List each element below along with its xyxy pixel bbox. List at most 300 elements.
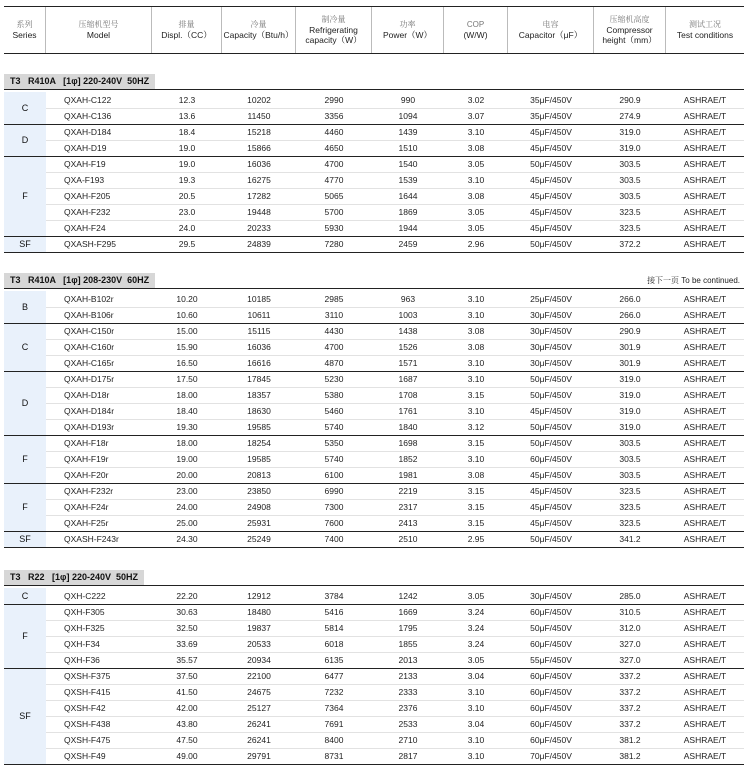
cop-cell: 3.15 xyxy=(444,435,508,451)
header-zh: 电容 xyxy=(542,20,559,29)
header-en: Series xyxy=(12,30,37,40)
power-cell: 1795 xyxy=(372,620,444,636)
capacity-cell: 10611 xyxy=(222,307,296,323)
height-cell: 290.9 xyxy=(594,323,666,339)
height-cell: 303.5 xyxy=(594,435,666,451)
height-cell: 327.0 xyxy=(594,652,666,668)
header-series xyxy=(4,7,46,53)
displacement-cell: 37.50 xyxy=(152,668,222,684)
model-cell: QXAH-F18r xyxy=(46,435,152,451)
displacement-cell: 20.00 xyxy=(152,467,222,483)
cop-cell: 3.10 xyxy=(444,307,508,323)
cop-cell: 3.12 xyxy=(444,419,508,435)
height-cell: 303.5 xyxy=(594,467,666,483)
capacitor-cell: 50μF/450V xyxy=(508,620,594,636)
table-row xyxy=(4,588,744,604)
test-cell: ASHRAE/T xyxy=(666,435,744,451)
table-row xyxy=(4,403,744,419)
header-en: Displ.（CC） xyxy=(161,30,212,40)
displacement-cell: 13.6 xyxy=(152,108,222,124)
model-cell: QXAH-B106r xyxy=(46,307,152,323)
displacement-cell: 10.20 xyxy=(152,291,222,307)
model-cell: QXAH-F25r xyxy=(46,515,152,531)
capacity-cell: 25127 xyxy=(222,700,296,716)
model-cell: QXAH-F19r xyxy=(46,451,152,467)
model-cell: QXSH-F475 xyxy=(46,732,152,748)
test-cell: ASHRAE/T xyxy=(666,291,744,307)
capacitor-cell: 55μF/450V xyxy=(508,652,594,668)
capacitor-cell: 50μF/450V xyxy=(508,419,594,435)
test-cell: ASHRAE/T xyxy=(666,204,744,220)
capacitor-cell: 50μF/450V xyxy=(508,387,594,403)
height-cell: 301.9 xyxy=(594,355,666,371)
capacitor-cell: 25μF/450V xyxy=(508,291,594,307)
table-row xyxy=(4,204,744,220)
refrigerating-cell: 5740 xyxy=(296,451,372,467)
capacitor-cell: 50μF/450V xyxy=(508,371,594,387)
header-zh: 功率 xyxy=(399,20,416,29)
height-cell: 323.5 xyxy=(594,204,666,220)
capacitor-cell: 50μF/450V xyxy=(508,236,594,252)
capacitor-cell: 45μF/450V xyxy=(508,515,594,531)
test-cell: ASHRAE/T xyxy=(666,684,744,700)
power-cell: 1708 xyxy=(372,387,444,403)
table-row xyxy=(4,355,744,371)
refrigerating-cell: 4770 xyxy=(296,172,372,188)
test-cell: ASHRAE/T xyxy=(666,531,744,547)
cop-cell: 3.10 xyxy=(444,172,508,188)
height-cell: 319.0 xyxy=(594,371,666,387)
capacitor-cell: 45μF/450V xyxy=(508,172,594,188)
model-cell: QXAH-D193r xyxy=(46,419,152,435)
displacement-cell: 35.57 xyxy=(152,652,222,668)
capacitor-cell: 60μF/450V xyxy=(508,684,594,700)
table-row xyxy=(4,339,744,355)
refrigerating-cell: 6100 xyxy=(296,467,372,483)
test-cell: ASHRAE/T xyxy=(666,220,744,236)
refrigerating-cell: 7300 xyxy=(296,499,372,515)
table-row xyxy=(4,483,744,499)
capacitor-cell: 45μF/450V xyxy=(508,467,594,483)
power-cell: 2710 xyxy=(372,732,444,748)
height-cell: 381.2 xyxy=(594,732,666,748)
capacitor-cell: 60μF/450V xyxy=(508,636,594,652)
cop-cell: 3.10 xyxy=(444,748,508,764)
refrigerating-cell: 5350 xyxy=(296,435,372,451)
power-cell: 2459 xyxy=(372,236,444,252)
model-cell: QXSH-F415 xyxy=(46,684,152,700)
section-rule xyxy=(4,585,744,586)
refrigerating-cell: 4650 xyxy=(296,140,372,156)
power-cell: 1571 xyxy=(372,355,444,371)
cop-cell: 3.10 xyxy=(444,700,508,716)
table-row xyxy=(4,124,744,140)
displacement-cell: 17.50 xyxy=(152,371,222,387)
capacitor-cell: 45μF/450V xyxy=(508,483,594,499)
model-cell: QXAH-F232r xyxy=(46,483,152,499)
model-cell: QXAH-C122 xyxy=(46,92,152,108)
model-cell: QXSH-F42 xyxy=(46,700,152,716)
power-cell: 2510 xyxy=(372,531,444,547)
continued-note: 接下一页 To be continued. xyxy=(647,276,740,285)
capacity-cell: 15115 xyxy=(222,323,296,339)
height-cell: 372.2 xyxy=(594,236,666,252)
capacity-cell: 18480 xyxy=(222,604,296,620)
displacement-cell: 25.00 xyxy=(152,515,222,531)
header-en: Capacitor（μF） xyxy=(518,30,583,40)
test-cell: ASHRAE/T xyxy=(666,307,744,323)
table-row xyxy=(4,604,744,620)
height-cell: 381.2 xyxy=(594,748,666,764)
table-row xyxy=(4,307,744,323)
table-row xyxy=(4,108,744,124)
model-cell: QXSH-F438 xyxy=(46,716,152,732)
displacement-cell: 32.50 xyxy=(152,620,222,636)
power-cell: 1687 xyxy=(372,371,444,387)
capacity-cell: 10202 xyxy=(222,92,296,108)
header-zh: 排量 xyxy=(178,20,195,29)
power-cell: 1242 xyxy=(372,588,444,604)
displacement-cell: 12.3 xyxy=(152,92,222,108)
test-cell: ASHRAE/T xyxy=(666,700,744,716)
capacitor-cell: 60μF/450V xyxy=(508,700,594,716)
capacitor-cell: 45μF/450V xyxy=(508,140,594,156)
cop-cell: 3.10 xyxy=(444,124,508,140)
test-cell: ASHRAE/T xyxy=(666,636,744,652)
test-cell: ASHRAE/T xyxy=(666,716,744,732)
refrigerating-cell: 6990 xyxy=(296,483,372,499)
model-cell: QXAH-C150r xyxy=(46,323,152,339)
height-cell: 337.2 xyxy=(594,684,666,700)
displacement-cell: 20.5 xyxy=(152,188,222,204)
series-cell: C xyxy=(4,323,46,371)
section-title: T3 R410A [1φ] 208-230V 60HZ xyxy=(4,273,155,288)
header-en: Compressor height（mm） xyxy=(602,25,657,45)
cop-cell: 3.15 xyxy=(444,515,508,531)
model-cell: QXH-F34 xyxy=(46,636,152,652)
height-cell: 319.0 xyxy=(594,419,666,435)
section-rule xyxy=(4,89,744,90)
capacity-cell: 16275 xyxy=(222,172,296,188)
test-cell: ASHRAE/T xyxy=(666,172,744,188)
capacitor-cell: 30μF/450V xyxy=(508,588,594,604)
refrigerating-cell: 4700 xyxy=(296,156,372,172)
height-cell: 323.5 xyxy=(594,220,666,236)
displacement-cell: 16.50 xyxy=(152,355,222,371)
refrigerating-cell: 5460 xyxy=(296,403,372,419)
displacement-cell: 47.50 xyxy=(152,732,222,748)
model-cell: QXAH-D175r xyxy=(46,371,152,387)
displacement-cell: 10.60 xyxy=(152,307,222,323)
displacement-cell: 19.0 xyxy=(152,140,222,156)
test-cell: ASHRAE/T xyxy=(666,499,744,515)
refrigerating-cell: 5740 xyxy=(296,419,372,435)
displacement-cell: 24.30 xyxy=(152,531,222,547)
test-cell: ASHRAE/T xyxy=(666,236,744,252)
capacity-cell: 19585 xyxy=(222,451,296,467)
capacity-cell: 26241 xyxy=(222,716,296,732)
capacitor-cell: 30μF/450V xyxy=(508,307,594,323)
test-cell: ASHRAE/T xyxy=(666,604,744,620)
cop-cell: 3.15 xyxy=(444,499,508,515)
capacity-cell: 16036 xyxy=(222,156,296,172)
model-cell: QXA-F193 xyxy=(46,172,152,188)
section-title-bar xyxy=(4,74,744,89)
power-cell: 1644 xyxy=(372,188,444,204)
capacity-cell: 22100 xyxy=(222,668,296,684)
refrigerating-cell: 3784 xyxy=(296,588,372,604)
capacitor-cell: 60μF/450V xyxy=(508,732,594,748)
refrigerating-cell: 4870 xyxy=(296,355,372,371)
capacitor-cell: 45μF/450V xyxy=(508,204,594,220)
power-cell: 2333 xyxy=(372,684,444,700)
capacity-cell: 19837 xyxy=(222,620,296,636)
model-cell: QXAH-C136 xyxy=(46,108,152,124)
height-cell: 337.2 xyxy=(594,700,666,716)
test-cell: ASHRAE/T xyxy=(666,92,744,108)
height-cell: 274.9 xyxy=(594,108,666,124)
cop-cell: 3.08 xyxy=(444,188,508,204)
refrigerating-cell: 8731 xyxy=(296,748,372,764)
header-capacity xyxy=(222,7,296,53)
displacement-cell: 43.80 xyxy=(152,716,222,732)
cop-cell: 2.95 xyxy=(444,531,508,547)
series-cell: C xyxy=(4,92,46,124)
table-row xyxy=(4,684,744,700)
table-row xyxy=(4,515,744,531)
capacity-cell: 20813 xyxy=(222,467,296,483)
header-model xyxy=(46,7,152,53)
model-cell: QXAH-F24 xyxy=(46,220,152,236)
model-cell: QXASH-F295 xyxy=(46,236,152,252)
model-cell: QXH-F305 xyxy=(46,604,152,620)
cop-cell: 3.07 xyxy=(444,108,508,124)
model-cell: QXASH-F243r xyxy=(46,531,152,547)
refrigerating-cell: 2985 xyxy=(296,291,372,307)
height-cell: 303.5 xyxy=(594,156,666,172)
capacitor-cell: 60μF/450V xyxy=(508,668,594,684)
refrigerating-cell: 4460 xyxy=(296,124,372,140)
series-cell: SF xyxy=(4,236,46,252)
power-cell: 1526 xyxy=(372,339,444,355)
height-cell: 341.2 xyxy=(594,531,666,547)
refrigerating-cell: 7600 xyxy=(296,515,372,531)
cop-cell: 3.05 xyxy=(444,588,508,604)
power-cell: 1855 xyxy=(372,636,444,652)
capacity-cell: 23850 xyxy=(222,483,296,499)
series-cell: C xyxy=(4,588,46,604)
refrigerating-cell: 7364 xyxy=(296,700,372,716)
test-cell: ASHRAE/T xyxy=(666,620,744,636)
height-cell: 337.2 xyxy=(594,668,666,684)
power-cell: 1852 xyxy=(372,451,444,467)
capacity-cell: 17845 xyxy=(222,371,296,387)
height-cell: 303.5 xyxy=(594,451,666,467)
header-zh: 制冷量 xyxy=(321,15,346,24)
height-cell: 323.5 xyxy=(594,499,666,515)
table-row xyxy=(4,236,744,252)
header-en: Capacity（Btu/h） xyxy=(223,30,294,40)
table-row xyxy=(4,732,744,748)
test-cell: ASHRAE/T xyxy=(666,403,744,419)
test-cell: ASHRAE/T xyxy=(666,467,744,483)
model-cell: QXAH-D184r xyxy=(46,403,152,419)
height-cell: 319.0 xyxy=(594,387,666,403)
refrigerating-cell: 5416 xyxy=(296,604,372,620)
header-capacitor xyxy=(508,7,594,53)
table-row xyxy=(4,700,744,716)
capacity-cell: 24908 xyxy=(222,499,296,515)
table-row xyxy=(4,716,744,732)
table-row xyxy=(4,652,744,668)
cop-cell: 3.04 xyxy=(444,716,508,732)
capacitor-cell: 45μF/450V xyxy=(508,124,594,140)
test-cell: ASHRAE/T xyxy=(666,323,744,339)
refrigerating-cell: 3110 xyxy=(296,307,372,323)
table-row xyxy=(4,668,744,684)
capacity-cell: 16036 xyxy=(222,339,296,355)
displacement-cell: 29.5 xyxy=(152,236,222,252)
refrigerating-cell: 5065 xyxy=(296,188,372,204)
displacement-cell: 18.00 xyxy=(152,387,222,403)
power-cell: 2317 xyxy=(372,499,444,515)
cop-cell: 3.10 xyxy=(444,732,508,748)
cop-cell: 3.02 xyxy=(444,92,508,108)
header-displ xyxy=(152,7,222,53)
capacitor-cell: 45μF/450V xyxy=(508,220,594,236)
model-cell: QXAH-C160r xyxy=(46,339,152,355)
capacity-cell: 15866 xyxy=(222,140,296,156)
capacitor-cell: 30μF/450V xyxy=(508,323,594,339)
series-cell: SF xyxy=(4,668,46,764)
test-cell: ASHRAE/T xyxy=(666,732,744,748)
header-zh: 压缩机高度 xyxy=(609,15,650,24)
table-row xyxy=(4,419,744,435)
cop-cell: 3.05 xyxy=(444,156,508,172)
displacement-cell: 24.0 xyxy=(152,220,222,236)
model-cell: QXAH-F20r xyxy=(46,467,152,483)
test-cell: ASHRAE/T xyxy=(666,140,744,156)
series-cell: F xyxy=(4,604,46,668)
model-cell: QXAH-F24r xyxy=(46,499,152,515)
power-cell: 2533 xyxy=(372,716,444,732)
cop-cell: 3.08 xyxy=(444,140,508,156)
refrigerating-cell: 4700 xyxy=(296,339,372,355)
power-cell: 2817 xyxy=(372,748,444,764)
power-cell: 990 xyxy=(372,92,444,108)
displacement-cell: 18.4 xyxy=(152,124,222,140)
refrigerating-cell: 8400 xyxy=(296,732,372,748)
test-cell: ASHRAE/T xyxy=(666,124,744,140)
section-title: T3 R22 [1φ] 220-240V 50HZ xyxy=(4,570,144,585)
displacement-cell: 24.00 xyxy=(152,499,222,515)
refrigerating-cell: 6018 xyxy=(296,636,372,652)
section-title-bar xyxy=(4,570,744,585)
section-title-bar xyxy=(4,273,744,288)
height-cell: 323.5 xyxy=(594,483,666,499)
height-cell: 319.0 xyxy=(594,124,666,140)
power-cell: 1669 xyxy=(372,604,444,620)
test-cell: ASHRAE/T xyxy=(666,483,744,499)
table-row xyxy=(4,92,744,108)
displacement-cell: 49.00 xyxy=(152,748,222,764)
series-cell: D xyxy=(4,124,46,156)
capacity-cell: 19448 xyxy=(222,204,296,220)
capacity-cell: 12912 xyxy=(222,588,296,604)
power-cell: 1510 xyxy=(372,140,444,156)
spec-table xyxy=(4,291,744,548)
capacity-cell: 15218 xyxy=(222,124,296,140)
table-header xyxy=(4,6,744,54)
displacement-cell: 19.0 xyxy=(152,156,222,172)
power-cell: 1761 xyxy=(372,403,444,419)
height-cell: 285.0 xyxy=(594,588,666,604)
table-row xyxy=(4,220,744,236)
series-cell: F xyxy=(4,435,46,483)
test-cell: ASHRAE/T xyxy=(666,108,744,124)
capacitor-cell: 60μF/450V xyxy=(508,604,594,620)
header-en: (W/W) xyxy=(463,30,488,40)
power-cell: 1840 xyxy=(372,419,444,435)
table-row xyxy=(4,499,744,515)
cop-cell: 3.24 xyxy=(444,636,508,652)
capacitor-cell: 70μF/450V xyxy=(508,748,594,764)
capacitor-cell: 60μF/450V xyxy=(508,451,594,467)
refrigerating-cell: 7400 xyxy=(296,531,372,547)
cop-cell: 2.96 xyxy=(444,236,508,252)
height-cell: 312.0 xyxy=(594,620,666,636)
height-cell: 290.9 xyxy=(594,92,666,108)
height-cell: 301.9 xyxy=(594,339,666,355)
table-row xyxy=(4,140,744,156)
model-cell: QXAH-F232 xyxy=(46,204,152,220)
test-cell: ASHRAE/T xyxy=(666,668,744,684)
header-zh: 系列 xyxy=(16,20,33,29)
capacitor-cell: 35μF/450V xyxy=(508,108,594,124)
capacity-cell: 20934 xyxy=(222,652,296,668)
capacity-cell: 24675 xyxy=(222,684,296,700)
spec-table xyxy=(4,588,744,765)
power-cell: 1439 xyxy=(372,124,444,140)
height-cell: 319.0 xyxy=(594,403,666,419)
header-en: Test conditions xyxy=(676,30,734,40)
header-en: Model xyxy=(86,30,111,40)
table-row xyxy=(4,636,744,652)
displacement-cell: 18.00 xyxy=(152,435,222,451)
cop-cell: 3.10 xyxy=(444,403,508,419)
spec-table xyxy=(4,92,744,253)
test-cell: ASHRAE/T xyxy=(666,371,744,387)
table-row xyxy=(4,291,744,307)
power-cell: 2219 xyxy=(372,483,444,499)
test-cell: ASHRAE/T xyxy=(666,515,744,531)
table-row xyxy=(4,371,744,387)
capacity-cell: 29791 xyxy=(222,748,296,764)
table-row xyxy=(4,387,744,403)
displacement-cell: 19.00 xyxy=(152,451,222,467)
power-cell: 1981 xyxy=(372,467,444,483)
capacitor-cell: 60μF/450V xyxy=(508,716,594,732)
test-cell: ASHRAE/T xyxy=(666,748,744,764)
height-cell: 310.5 xyxy=(594,604,666,620)
table-row xyxy=(4,172,744,188)
refrigerating-cell: 5230 xyxy=(296,371,372,387)
cop-cell: 3.10 xyxy=(444,451,508,467)
height-cell: 337.2 xyxy=(594,716,666,732)
model-cell: QXAH-B102r xyxy=(46,291,152,307)
table-row xyxy=(4,531,744,547)
section-rule xyxy=(4,288,744,289)
